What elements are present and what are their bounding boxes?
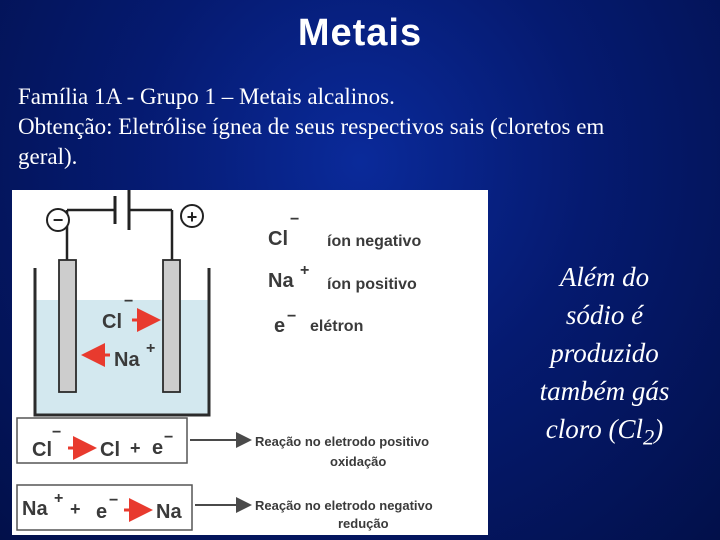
reaction-2-plus: + bbox=[70, 499, 81, 519]
reaction-2-type: redução bbox=[338, 516, 389, 531]
reaction-1-e: e bbox=[152, 437, 164, 459]
reaction-reduction bbox=[17, 485, 433, 531]
side-note-formula-suffix: ) bbox=[654, 414, 664, 444]
body-line-2: Obtenção: Eletrólise ígnea de seus respectivos sais (cloretos em bbox=[18, 114, 605, 139]
cell-na-label: Na bbox=[114, 349, 140, 371]
legend-cl-text: íon negativo bbox=[327, 233, 422, 250]
side-note bbox=[512, 258, 697, 456]
electrolysis-diagram bbox=[12, 190, 488, 535]
legend-e-text: elétron bbox=[310, 318, 364, 335]
positive-electrode bbox=[163, 260, 180, 392]
reaction-2-na: Na bbox=[22, 498, 48, 520]
reaction-2-label: Reação no eletrodo negativo bbox=[255, 498, 433, 513]
reaction-2-e-charge: − bbox=[109, 492, 119, 509]
slide-body bbox=[18, 82, 720, 172]
reaction-1-label: Reação no eletrodo positivo bbox=[255, 434, 430, 449]
side-note-line-4: também gás bbox=[539, 376, 670, 406]
legend bbox=[268, 211, 421, 337]
side-note-formula-prefix: cloro (Cl bbox=[545, 414, 643, 444]
side-note-line-2: sódio é bbox=[565, 300, 644, 330]
cell-cl-label: Cl bbox=[102, 311, 122, 333]
slide-title: Metais bbox=[297, 12, 423, 54]
reaction-2-product-na: Na bbox=[156, 501, 182, 523]
side-note-line-1: Além do bbox=[559, 262, 650, 292]
cell-na-charge: + bbox=[146, 340, 156, 357]
body-line-3: geral). bbox=[18, 144, 78, 169]
reaction-oxidation bbox=[17, 418, 429, 469]
legend-na: Na bbox=[268, 270, 294, 292]
side-note-formula-subscript: 2 bbox=[643, 424, 655, 450]
legend-na-charge: + bbox=[300, 262, 310, 279]
side-note-line-3: produzido bbox=[550, 338, 659, 368]
battery-circuit bbox=[67, 190, 172, 260]
reaction-1-cl: Cl bbox=[32, 439, 52, 461]
legend-cl: Cl bbox=[268, 228, 288, 250]
cell-cl-charge: − bbox=[124, 293, 134, 310]
reaction-1-cl-charge: − bbox=[52, 424, 62, 441]
reaction-1-product-cl: Cl bbox=[100, 439, 120, 461]
positive-terminal-sign: + bbox=[186, 207, 198, 227]
negative-terminal-sign: − bbox=[52, 210, 64, 230]
body-line-1: Família 1A - Grupo 1 – Metais alcalinos. bbox=[18, 84, 395, 109]
legend-cl-charge: − bbox=[290, 211, 300, 228]
legend-na-text: íon positivo bbox=[327, 276, 417, 293]
reaction-1-plus: + bbox=[130, 438, 141, 458]
reaction-2-e: e bbox=[96, 501, 108, 523]
legend-e-charge: − bbox=[287, 308, 297, 325]
reaction-1-type: oxidação bbox=[330, 454, 387, 469]
negative-electrode bbox=[59, 260, 76, 392]
legend-e: e bbox=[274, 315, 286, 337]
reaction-2-na-charge: + bbox=[54, 490, 64, 507]
negative-terminal-icon bbox=[47, 209, 69, 231]
reaction-1-e-charge: − bbox=[164, 429, 174, 446]
positive-terminal-icon bbox=[181, 205, 203, 227]
side-note-line-5 bbox=[512, 410, 697, 456]
